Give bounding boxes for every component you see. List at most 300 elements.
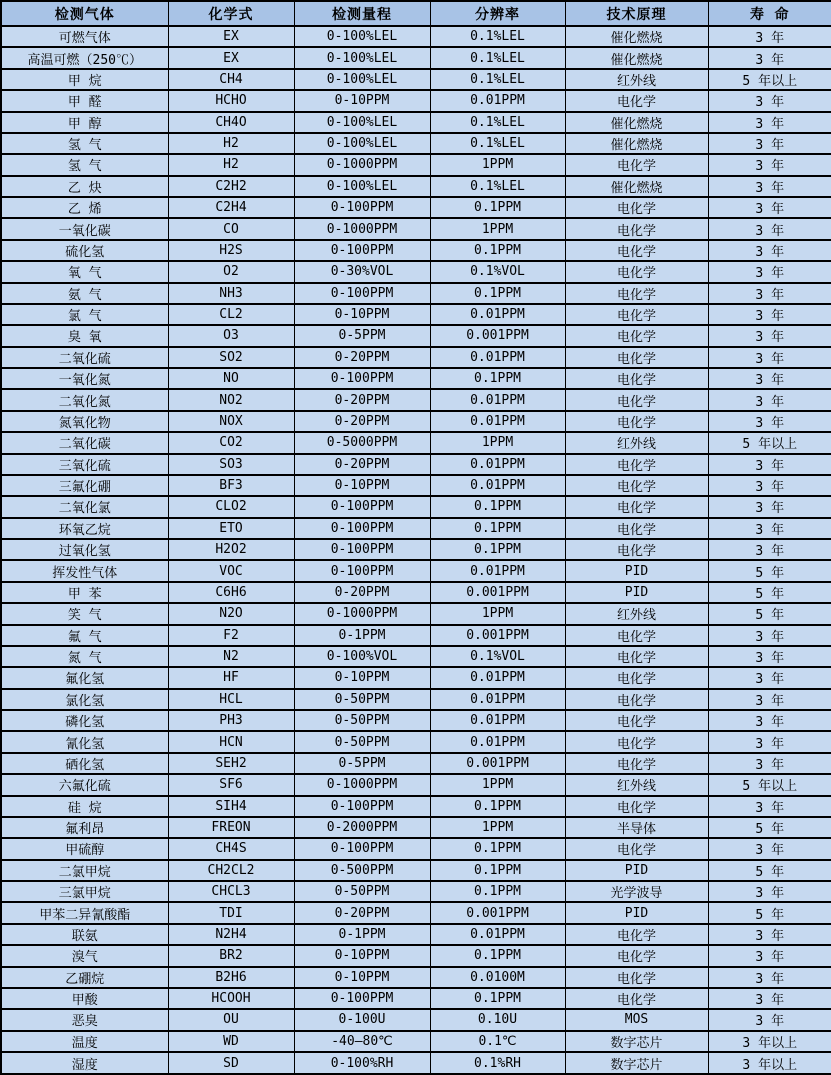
table-cell: 0-100PPM bbox=[294, 796, 430, 817]
table-row bbox=[1, 1031, 831, 1052]
table-cell: 0.1℃ bbox=[430, 1031, 565, 1052]
table-cell: 电化学 bbox=[565, 646, 708, 667]
table-cell: 甲苯二异氰酸酯 bbox=[1, 902, 168, 923]
table-row bbox=[1, 924, 831, 945]
table-cell: MOS bbox=[565, 1009, 708, 1030]
table-cell: 电化学 bbox=[565, 347, 708, 368]
table-cell: 电化学 bbox=[565, 689, 708, 710]
table-cell: 3 年 bbox=[708, 133, 831, 154]
table-row bbox=[1, 988, 831, 1009]
table-cell: 电化学 bbox=[565, 197, 708, 218]
table-cell: 0-20PPM bbox=[294, 454, 430, 475]
table-cell: 3 年 bbox=[708, 389, 831, 410]
table-cell: 0.1%LEL bbox=[430, 47, 565, 68]
table-cell: 0.01PPM bbox=[430, 924, 565, 945]
table-cell: 0-1000PPM bbox=[294, 774, 430, 795]
table-cell: 0.1%LEL bbox=[430, 176, 565, 197]
table-cell: 数字芯片 bbox=[565, 1052, 708, 1074]
table-cell: CH4O bbox=[168, 112, 294, 133]
table-cell: 0-1000PPM bbox=[294, 154, 430, 175]
table-cell: 电化学 bbox=[565, 967, 708, 988]
table-cell: 0.001PPM bbox=[430, 582, 565, 603]
table-cell: 0.1%RH bbox=[430, 1052, 565, 1074]
table-cell: 氟化氢 bbox=[1, 667, 168, 688]
table-row bbox=[1, 603, 831, 624]
table-cell: 3 年 bbox=[708, 988, 831, 1009]
table-cell: 0.01PPM bbox=[430, 710, 565, 731]
table-cell: 电化学 bbox=[565, 90, 708, 111]
table-row bbox=[1, 774, 831, 795]
table-cell: 3 年 bbox=[708, 325, 831, 346]
table-cell: 氟利昂 bbox=[1, 817, 168, 838]
table-cell: 电化学 bbox=[565, 475, 708, 496]
table-cell: 0-100PPM bbox=[294, 283, 430, 304]
table-cell: 0.1PPM bbox=[430, 881, 565, 902]
table-cell: 5 年 bbox=[708, 603, 831, 624]
table-cell: HCHO bbox=[168, 90, 294, 111]
table-cell: 0-20PPM bbox=[294, 411, 430, 432]
table-cell: 三氯甲烷 bbox=[1, 881, 168, 902]
table-cell: 氮氧化物 bbox=[1, 411, 168, 432]
table-cell: 3 年 bbox=[708, 304, 831, 325]
table-cell: 0-100%LEL bbox=[294, 133, 430, 154]
table-row bbox=[1, 902, 831, 923]
table-cell: 3 年以上 bbox=[708, 1031, 831, 1052]
table-cell: 1PPM bbox=[430, 774, 565, 795]
table-cell: 电化学 bbox=[565, 518, 708, 539]
table-cell: 5 年以上 bbox=[708, 69, 831, 90]
table-body bbox=[1, 26, 831, 1074]
table-cell: 1PPM bbox=[430, 817, 565, 838]
table-cell: SO3 bbox=[168, 454, 294, 475]
table-cell: 红外线 bbox=[565, 432, 708, 453]
table-cell: 数字芯片 bbox=[565, 1031, 708, 1052]
table-row bbox=[1, 518, 831, 539]
table-cell: 3 年 bbox=[708, 475, 831, 496]
column-header: 寿 命 bbox=[708, 1, 831, 26]
table-row bbox=[1, 646, 831, 667]
table-cell: CO bbox=[168, 218, 294, 239]
table-cell: 3 年 bbox=[708, 26, 831, 47]
table-row bbox=[1, 539, 831, 560]
table-cell: 甲 醛 bbox=[1, 90, 168, 111]
table-cell: 0-100PPM bbox=[294, 368, 430, 389]
table-cell: 一氧化氮 bbox=[1, 368, 168, 389]
table-cell: 5 年 bbox=[708, 902, 831, 923]
table-cell: CHCL3 bbox=[168, 881, 294, 902]
table-cell: 氢 气 bbox=[1, 154, 168, 175]
table-cell: 5 年 bbox=[708, 860, 831, 881]
table-cell: 0-100%LEL bbox=[294, 112, 430, 133]
table-row bbox=[1, 496, 831, 517]
table-cell: 联氨 bbox=[1, 924, 168, 945]
table-cell: FREON bbox=[168, 817, 294, 838]
table-row bbox=[1, 90, 831, 111]
table-cell: 0-50PPM bbox=[294, 710, 430, 731]
table-cell: 电化学 bbox=[565, 731, 708, 752]
table-cell: 电化学 bbox=[565, 753, 708, 774]
table-cell: TDI bbox=[168, 902, 294, 923]
table-cell: 0.10U bbox=[430, 1009, 565, 1030]
table-cell: 3 年 bbox=[708, 731, 831, 752]
table-cell: PID bbox=[565, 560, 708, 581]
table-cell: 0-30%VOL bbox=[294, 261, 430, 282]
table-cell: 0.01PPM bbox=[430, 347, 565, 368]
table-cell: 0-10PPM bbox=[294, 967, 430, 988]
table-cell: 甲 烷 bbox=[1, 69, 168, 90]
column-header: 检测气体 bbox=[1, 1, 168, 26]
table-cell: 5 年 bbox=[708, 817, 831, 838]
table-cell: 0-1PPM bbox=[294, 625, 430, 646]
table-row bbox=[1, 325, 831, 346]
table-row bbox=[1, 112, 831, 133]
table-cell: 0.1PPM bbox=[430, 283, 565, 304]
table-cell: 电化学 bbox=[565, 496, 708, 517]
table-row bbox=[1, 218, 831, 239]
table-cell: 0.001PPM bbox=[430, 753, 565, 774]
table-cell: 0.01PPM bbox=[430, 411, 565, 432]
table-cell: 3 年 bbox=[708, 496, 831, 517]
table-row bbox=[1, 881, 831, 902]
table-cell: 0-10PPM bbox=[294, 90, 430, 111]
table-cell: 3 年 bbox=[708, 261, 831, 282]
table-cell: 电化学 bbox=[565, 667, 708, 688]
table-row bbox=[1, 1052, 831, 1074]
table-cell: 3 年 bbox=[708, 347, 831, 368]
table-cell: 二氧化碳 bbox=[1, 432, 168, 453]
table-cell: HCL bbox=[168, 689, 294, 710]
table-cell: 红外线 bbox=[565, 774, 708, 795]
table-cell: 0-20PPM bbox=[294, 389, 430, 410]
table-cell: 3 年以上 bbox=[708, 1052, 831, 1074]
table-cell: 0-100%LEL bbox=[294, 69, 430, 90]
table-cell: 0-20PPM bbox=[294, 582, 430, 603]
table-cell: 二氯甲烷 bbox=[1, 860, 168, 881]
table-cell: N2H4 bbox=[168, 924, 294, 945]
table-cell: 0.1%LEL bbox=[430, 112, 565, 133]
table-cell: CH4S bbox=[168, 838, 294, 859]
table-cell: ETO bbox=[168, 518, 294, 539]
table-cell: 乙硼烷 bbox=[1, 967, 168, 988]
table-cell: NH3 bbox=[168, 283, 294, 304]
table-cell: 0-100PPM bbox=[294, 539, 430, 560]
table-cell: 0.1PPM bbox=[430, 368, 565, 389]
table-cell: 红外线 bbox=[565, 603, 708, 624]
table-cell: 氢 气 bbox=[1, 133, 168, 154]
table-cell: 0-100%RH bbox=[294, 1052, 430, 1074]
table-cell: EX bbox=[168, 47, 294, 68]
table-cell: 0.01PPM bbox=[430, 689, 565, 710]
table-row bbox=[1, 945, 831, 966]
table-cell: 电化学 bbox=[565, 539, 708, 560]
table-cell: SO2 bbox=[168, 347, 294, 368]
table-cell: 0-5PPM bbox=[294, 325, 430, 346]
table-cell: 0.1PPM bbox=[430, 988, 565, 1009]
table-cell: BF3 bbox=[168, 475, 294, 496]
table-row bbox=[1, 26, 831, 47]
table-cell: WD bbox=[168, 1031, 294, 1052]
table-cell: 硅 烷 bbox=[1, 796, 168, 817]
table-cell: 0.1%LEL bbox=[430, 69, 565, 90]
table-cell: 0-100%LEL bbox=[294, 47, 430, 68]
table-cell: 0-50PPM bbox=[294, 689, 430, 710]
table-cell: 3 年 bbox=[708, 881, 831, 902]
table-cell: 催化燃烧 bbox=[565, 176, 708, 197]
table-cell: 环氧乙烷 bbox=[1, 518, 168, 539]
table-cell: 0.01PPM bbox=[430, 454, 565, 475]
table-row bbox=[1, 47, 831, 68]
table-header-row bbox=[1, 1, 831, 26]
table-row bbox=[1, 667, 831, 688]
table-cell: 3 年 bbox=[708, 283, 831, 304]
table-cell: 0.01PPM bbox=[430, 667, 565, 688]
table-cell: 0-5000PPM bbox=[294, 432, 430, 453]
table-cell: 0.1%LEL bbox=[430, 26, 565, 47]
table-cell: 3 年 bbox=[708, 945, 831, 966]
table-cell: 0-2000PPM bbox=[294, 817, 430, 838]
table-cell: 3 年 bbox=[708, 218, 831, 239]
table-cell: 催化燃烧 bbox=[565, 47, 708, 68]
table-row bbox=[1, 753, 831, 774]
table-cell: 0.001PPM bbox=[430, 625, 565, 646]
table-cell: BR2 bbox=[168, 945, 294, 966]
table-cell: 催化燃烧 bbox=[565, 133, 708, 154]
table-cell: 3 年 bbox=[708, 667, 831, 688]
table-row bbox=[1, 261, 831, 282]
table-cell: 二氧化硫 bbox=[1, 347, 168, 368]
table-cell: SIH4 bbox=[168, 796, 294, 817]
table-cell: 0-100%LEL bbox=[294, 176, 430, 197]
table-cell: 氮 气 bbox=[1, 646, 168, 667]
table-cell: 甲 苯 bbox=[1, 582, 168, 603]
table-cell: 一氧化碳 bbox=[1, 218, 168, 239]
table-cell: 半导体 bbox=[565, 817, 708, 838]
table-row bbox=[1, 625, 831, 646]
table-row bbox=[1, 347, 831, 368]
table-cell: 0.001PPM bbox=[430, 902, 565, 923]
table-row bbox=[1, 817, 831, 838]
table-cell: 电化学 bbox=[565, 218, 708, 239]
table-cell: 0-10PPM bbox=[294, 304, 430, 325]
table-row bbox=[1, 475, 831, 496]
table-cell: SF6 bbox=[168, 774, 294, 795]
table-cell: 溴气 bbox=[1, 945, 168, 966]
table-cell: 3 年 bbox=[708, 454, 831, 475]
table-row bbox=[1, 582, 831, 603]
table-row bbox=[1, 967, 831, 988]
column-header: 检测量程 bbox=[294, 1, 430, 26]
table-cell: 0-20PPM bbox=[294, 902, 430, 923]
table-cell: PID bbox=[565, 902, 708, 923]
table-cell: 硒化氢 bbox=[1, 753, 168, 774]
table-cell: 二氧化氯 bbox=[1, 496, 168, 517]
table-cell: 电化学 bbox=[565, 368, 708, 389]
table-cell: 光学波导 bbox=[565, 881, 708, 902]
table-cell: PID bbox=[565, 860, 708, 881]
table-cell: 0.1%LEL bbox=[430, 133, 565, 154]
table-cell: CL2 bbox=[168, 304, 294, 325]
table-cell: 0-100U bbox=[294, 1009, 430, 1030]
table-cell: SD bbox=[168, 1052, 294, 1074]
table-cell: 温度 bbox=[1, 1031, 168, 1052]
table-cell: 0.1%VOL bbox=[430, 261, 565, 282]
column-header: 技术原理 bbox=[565, 1, 708, 26]
table-cell: 0.01PPM bbox=[430, 560, 565, 581]
table-cell: 3 年 bbox=[708, 689, 831, 710]
table-cell: 三氟化硼 bbox=[1, 475, 168, 496]
table-row bbox=[1, 860, 831, 881]
table-cell: 电化学 bbox=[565, 325, 708, 346]
table-cell: 红外线 bbox=[565, 69, 708, 90]
table-cell: 电化学 bbox=[565, 454, 708, 475]
table-cell: 0-100PPM bbox=[294, 240, 430, 261]
table-cell: 3 年 bbox=[708, 924, 831, 945]
table-cell: F2 bbox=[168, 625, 294, 646]
table-row bbox=[1, 283, 831, 304]
table-cell: 甲 醇 bbox=[1, 112, 168, 133]
table-cell: 高温可燃（250℃） bbox=[1, 47, 168, 68]
table-cell: CO2 bbox=[168, 432, 294, 453]
table-cell: 0.1PPM bbox=[430, 539, 565, 560]
table-cell: 氧 气 bbox=[1, 261, 168, 282]
table-row bbox=[1, 389, 831, 410]
table-cell: 0-50PPM bbox=[294, 881, 430, 902]
table-row bbox=[1, 304, 831, 325]
column-header: 化学式 bbox=[168, 1, 294, 26]
table-cell: 3 年 bbox=[708, 646, 831, 667]
table-cell: 0.1PPM bbox=[430, 197, 565, 218]
table-cell: NO bbox=[168, 368, 294, 389]
table-row bbox=[1, 197, 831, 218]
table-cell: 0.1PPM bbox=[430, 796, 565, 817]
table-cell: 电化学 bbox=[565, 796, 708, 817]
table-cell: PID bbox=[565, 582, 708, 603]
table-cell: 三氧化硫 bbox=[1, 454, 168, 475]
table-cell: 5 年以上 bbox=[708, 774, 831, 795]
table-cell: CH2CL2 bbox=[168, 860, 294, 881]
table-cell: 1PPM bbox=[430, 154, 565, 175]
table-cell: 1PPM bbox=[430, 432, 565, 453]
table-row bbox=[1, 240, 831, 261]
table-cell: 电化学 bbox=[565, 924, 708, 945]
table-cell: VOC bbox=[168, 560, 294, 581]
table-cell: 5 年 bbox=[708, 582, 831, 603]
table-cell: C2H4 bbox=[168, 197, 294, 218]
table-cell: NO2 bbox=[168, 389, 294, 410]
table-cell: 1PPM bbox=[430, 218, 565, 239]
table-cell: PH3 bbox=[168, 710, 294, 731]
table-cell: 3 年 bbox=[708, 625, 831, 646]
table-cell: 0-10PPM bbox=[294, 945, 430, 966]
table-cell: 0-1PPM bbox=[294, 924, 430, 945]
table-cell: 电化学 bbox=[565, 283, 708, 304]
table-cell: 过氧化氢 bbox=[1, 539, 168, 560]
table-cell: C6H6 bbox=[168, 582, 294, 603]
table-cell: 0-1000PPM bbox=[294, 218, 430, 239]
table-cell: 0-10PPM bbox=[294, 667, 430, 688]
table-cell: 电化学 bbox=[565, 838, 708, 859]
table-cell: 电化学 bbox=[565, 710, 708, 731]
table-cell: 催化燃烧 bbox=[565, 112, 708, 133]
table-cell: 0.01PPM bbox=[430, 90, 565, 111]
table-cell: 臭 氧 bbox=[1, 325, 168, 346]
table-cell: H2 bbox=[168, 133, 294, 154]
table-cell: EX bbox=[168, 26, 294, 47]
table-row bbox=[1, 1009, 831, 1030]
table-cell: HCOOH bbox=[168, 988, 294, 1009]
table-cell: 3 年 bbox=[708, 796, 831, 817]
table-cell: 3 年 bbox=[708, 154, 831, 175]
table-cell: 六氟化硫 bbox=[1, 774, 168, 795]
table-cell: N2O bbox=[168, 603, 294, 624]
table-cell: 0-100PPM bbox=[294, 518, 430, 539]
table-row bbox=[1, 731, 831, 752]
table-cell: 0-100PPM bbox=[294, 496, 430, 517]
table-row bbox=[1, 69, 831, 90]
table-cell: 0-10PPM bbox=[294, 475, 430, 496]
table-cell: 0.01PPM bbox=[430, 731, 565, 752]
table-row bbox=[1, 411, 831, 432]
table-cell: 3 年 bbox=[708, 90, 831, 111]
table-cell: 3 年 bbox=[708, 518, 831, 539]
table-cell: 0.0100M bbox=[430, 967, 565, 988]
table-cell: 氟 气 bbox=[1, 625, 168, 646]
table-cell: 二氧化氮 bbox=[1, 389, 168, 410]
table-cell: 0.1PPM bbox=[430, 945, 565, 966]
table-cell: 0.1PPM bbox=[430, 240, 565, 261]
table-cell: 3 年 bbox=[708, 411, 831, 432]
table-cell: 5 年以上 bbox=[708, 432, 831, 453]
table-cell: 3 年 bbox=[708, 838, 831, 859]
table-cell: 电化学 bbox=[565, 389, 708, 410]
table-cell: 乙 炔 bbox=[1, 176, 168, 197]
table-cell: -40—80℃ bbox=[294, 1031, 430, 1052]
table-row bbox=[1, 838, 831, 859]
column-header: 分辨率 bbox=[430, 1, 565, 26]
table-cell: 电化学 bbox=[565, 625, 708, 646]
table-cell: 0-100%VOL bbox=[294, 646, 430, 667]
table-cell: 电化学 bbox=[565, 411, 708, 432]
table-cell: 3 年 bbox=[708, 47, 831, 68]
table-cell: 0-100%LEL bbox=[294, 26, 430, 47]
table-cell: 3 年 bbox=[708, 1009, 831, 1030]
table-cell: HCN bbox=[168, 731, 294, 752]
table-cell: 乙 烯 bbox=[1, 197, 168, 218]
table-cell: 3 年 bbox=[708, 753, 831, 774]
table-row bbox=[1, 796, 831, 817]
table-cell: SEH2 bbox=[168, 753, 294, 774]
table-cell: C2H2 bbox=[168, 176, 294, 197]
table-cell: 硫化氢 bbox=[1, 240, 168, 261]
table-cell: 0-20PPM bbox=[294, 347, 430, 368]
table-cell: N2 bbox=[168, 646, 294, 667]
table-cell: CLO2 bbox=[168, 496, 294, 517]
table-cell: 0-100PPM bbox=[294, 838, 430, 859]
table-cell: 电化学 bbox=[565, 988, 708, 1009]
table-cell: 可燃气体 bbox=[1, 26, 168, 47]
table-cell: 3 年 bbox=[708, 240, 831, 261]
table-cell: 0.01PPM bbox=[430, 475, 565, 496]
table-cell: 0-5PPM bbox=[294, 753, 430, 774]
table-cell: 3 年 bbox=[708, 368, 831, 389]
table-cell: OU bbox=[168, 1009, 294, 1030]
table-cell: H2O2 bbox=[168, 539, 294, 560]
table-row bbox=[1, 176, 831, 197]
table-cell: 氨 气 bbox=[1, 283, 168, 304]
table-cell: H2S bbox=[168, 240, 294, 261]
table-cell: 1PPM bbox=[430, 603, 565, 624]
table-cell: 0.1PPM bbox=[430, 838, 565, 859]
